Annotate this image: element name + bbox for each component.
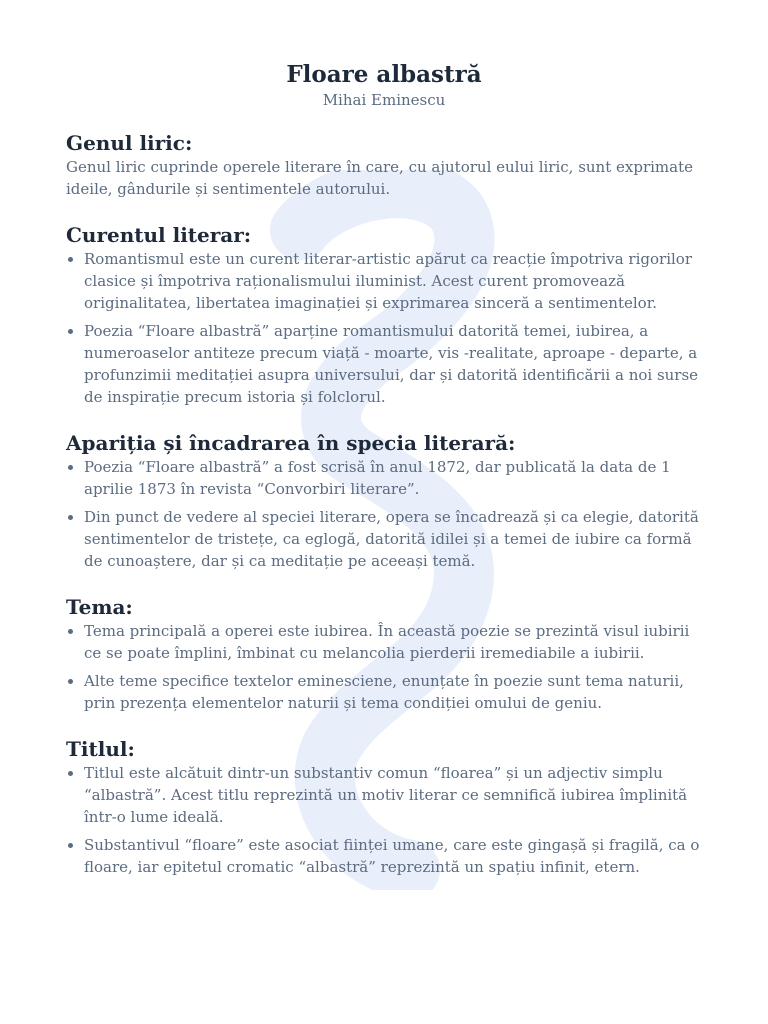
section-titlul xyxy=(66,736,702,878)
list-item: • Poezia “Floare albastră” aparține romantismului datorită temei, iubirea, a numeroaselor antiteze precum viață - moarte, vis -realitate, aproape - departe, a profunzimii meditației asupra universului, dar și datorită identificării a noi surse de inspirație precum istoria și folclorul. xyxy=(84,320,702,408)
section-tema xyxy=(66,594,702,714)
section-heading: Genul liric: xyxy=(66,131,193,155)
list-item: • Tema principală a operei este iubirea. În această poezie se prezintă visul iubirii ce se poate împlini, îmbinat cu melancolia pierderii iremediabile a iubirii. xyxy=(84,620,702,664)
section-curentul-literar xyxy=(66,222,702,408)
list-item: • Titlul este alcătuit dintr-un substantiv comun “floarea” și un adjectiv simplu “albastră”. Acest titlu reprezintă un motiv literar ce semnifică iubirea împlinită într-o lume ideală. xyxy=(84,762,702,828)
list-item: • Substantivul “floare” este asociat ființei umane, care este gingașă și fragilă, ca o floare, iar epitetul cromatic “albastră” reprezintă un spațiu infinit, etern. xyxy=(84,834,702,878)
bullet-list xyxy=(66,762,702,878)
section-aparitia xyxy=(66,430,702,572)
section-paragraph: Genul liric cuprinde operele literare în care, cu ajutorul eului liric, sunt exprimate ideile, gândurile și sentimentele autorului. xyxy=(66,158,693,198)
section-heading: Tema: xyxy=(66,595,133,619)
list-item: • Romantismul este un curent literar-artistic apărut ca reacție împotriva rigorilor clasice și împotriva raționalismului iluminist. Acest curent promovează originalitatea, libertatea imaginației și exprimarea sinceră a sentimentelor. xyxy=(84,248,702,314)
bullet-list xyxy=(66,620,702,714)
section-heading: Curentul literar: xyxy=(66,223,252,247)
section-heading: Apariția și încadrarea în specia literară: xyxy=(66,431,516,455)
document-title: Floare albastră xyxy=(286,61,482,88)
bullet-list xyxy=(66,248,702,408)
document-author: Mihai Eminescu xyxy=(322,91,446,109)
section-heading: Titlul: xyxy=(66,737,135,761)
bullet-list xyxy=(66,456,702,572)
list-item: • Din punct de vedere al speciei literare, opera se încadrează și ca elegie, datorită sentimentelor de tristețe, ca eglogă, datorită idilei și a temei de iubire ca formă de cunoaștere, dar și ca meditație pe aceeași temă. xyxy=(84,506,702,572)
section-genul-liric xyxy=(66,130,702,200)
list-item: • Poezia “Floare albastră” a fost scrisă în anul 1872, dar publicată la data de 1 aprilie 1873 în revista “Convorbiri literare”. xyxy=(84,456,702,500)
list-item: • Alte teme specifice textelor eminesciene, enunțate în poezie sunt tema naturii, prin prezența elementelor naturii și tema condiției omului de geniu. xyxy=(84,670,702,714)
